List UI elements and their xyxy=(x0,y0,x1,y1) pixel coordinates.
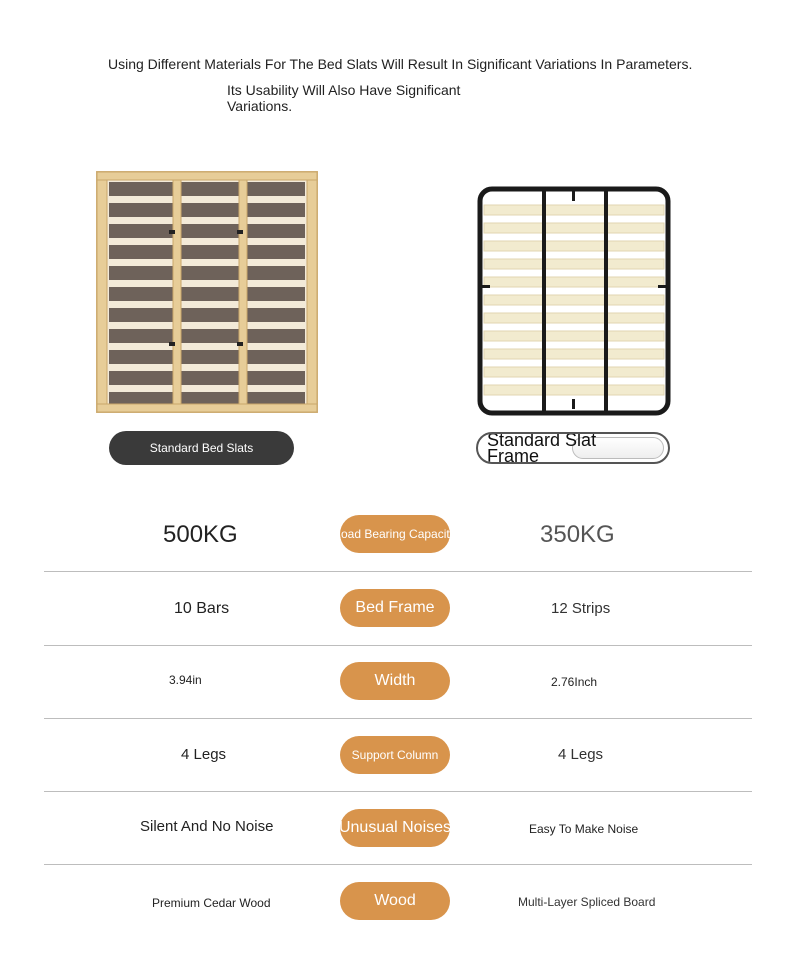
left-value-noise: Silent And No Noise xyxy=(140,818,274,835)
left-value-frame: 10 Bars xyxy=(174,600,230,617)
feature-badge-support: Support Column xyxy=(340,736,450,774)
right-value-wood: Multi-Layer Spliced Board xyxy=(518,895,656,909)
feature-badge-wood: Wood xyxy=(340,882,450,920)
feature-badge-width: Width xyxy=(340,662,450,700)
divider xyxy=(44,864,752,865)
feature-badge-noise: Unusual Noises xyxy=(340,809,450,847)
heading-line-1: Using Different Materials For The Bed Slats Will Result In Significant Variations In Parameters. xyxy=(108,56,693,72)
feature-badge-load: Load Bearing Capacity xyxy=(340,515,450,553)
feature-badge-frame: Bed Frame xyxy=(340,589,450,627)
standard-slat-frame-text: Standard Slat Frame xyxy=(487,432,597,464)
divider xyxy=(44,791,752,792)
metal-slat-frame-image xyxy=(476,185,672,417)
standard-bed-slats-label: Standard Bed Slats xyxy=(109,431,294,465)
left-value-wood: Premium Cedar Wood xyxy=(152,896,271,910)
standard-slat-frame-label xyxy=(476,432,670,464)
right-value-frame: 12 Strips xyxy=(551,600,611,617)
divider xyxy=(44,718,752,719)
right-value-load: 350KG xyxy=(540,521,615,548)
heading-line-2: Its Usability Will Also Have Significant Variations. xyxy=(227,82,461,114)
right-value-noise: Easy To Make Noise xyxy=(529,822,639,836)
wood-bed-slats-image xyxy=(95,170,319,414)
left-value-width: 3.94in xyxy=(169,673,202,687)
left-value-load: 500KG xyxy=(163,521,238,548)
right-value-width: 2.76Inch xyxy=(551,675,598,689)
divider xyxy=(44,645,752,646)
divider xyxy=(44,571,752,572)
left-value-support: 4 Legs xyxy=(181,746,227,763)
right-value-support: 4 Legs xyxy=(558,746,604,763)
